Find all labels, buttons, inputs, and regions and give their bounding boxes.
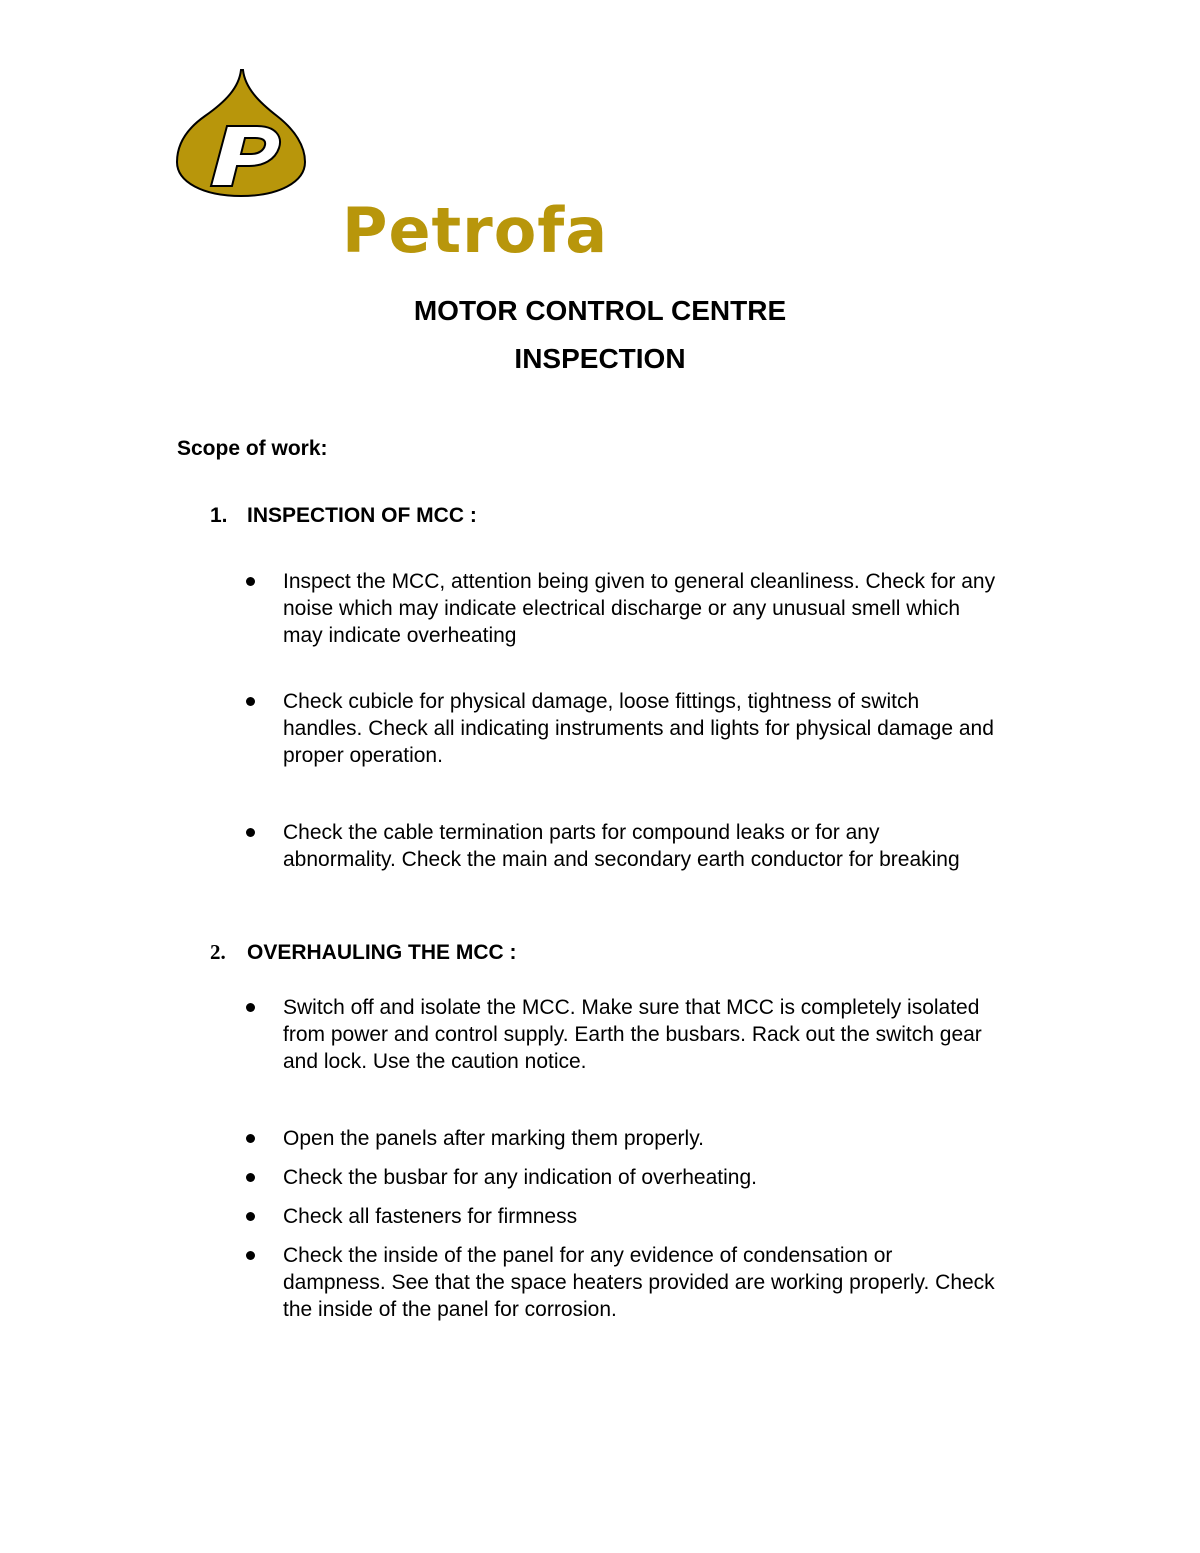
list-item-text: Check all fasteners for firmness xyxy=(283,1205,578,1228)
bullet-icon xyxy=(246,1212,255,1221)
section-heading-overhauling xyxy=(210,939,517,966)
list-item xyxy=(246,1125,996,1152)
scope-label: Scope of work: xyxy=(177,437,328,460)
document-title-line-2: INSPECTION xyxy=(514,343,686,374)
list-item-text: Open the panels after marking them properly. xyxy=(283,1127,704,1150)
list-item-text: Check the cable termination parts for compound leaks or for any abnormality. Check the main and secondary earth conductor for breaking xyxy=(283,821,960,871)
bullet-icon xyxy=(246,577,255,586)
list-item xyxy=(246,994,996,1075)
list-item-text: Check cubicle for physical damage, loose fittings, tightness of switch handles. Check all indicating instruments and lights for physical damage and proper operation. xyxy=(283,690,994,767)
section-number: 1. xyxy=(210,504,228,527)
brand-name: Petrofa xyxy=(342,194,609,267)
section-title: INSPECTION OF MCC : xyxy=(247,504,477,527)
section-heading-inspection xyxy=(210,502,477,529)
company-logo xyxy=(175,68,655,267)
bullet-icon xyxy=(246,1003,255,1012)
section-title: OVERHAULING THE MCC : xyxy=(247,941,517,964)
list-item-text: Check the busbar for any indication of overheating. xyxy=(283,1166,757,1189)
bullet-icon xyxy=(246,697,255,706)
bullet-icon xyxy=(246,828,255,837)
bullet-icon xyxy=(246,1134,255,1143)
bullet-icon xyxy=(246,1251,255,1260)
list-item xyxy=(246,568,996,649)
list-item-text: Switch off and isolate the MCC. Make sure that MCC is completely isolated from power and control supply. Earth the busbars. Rack out the switch gear and lock. Use the caution notice. xyxy=(283,996,982,1073)
list-item xyxy=(246,819,996,873)
list-item xyxy=(246,688,996,769)
list-item xyxy=(246,1203,996,1230)
bullet-icon xyxy=(246,1173,255,1182)
list-item xyxy=(246,1164,996,1191)
list-item-text: Inspect the MCC, attention being given to general cleanliness. Check for any noise which may indicate electrical discharge or any unusual smell which may indicate overheating xyxy=(283,570,996,647)
document-title-line-1: MOTOR CONTROL CENTRE xyxy=(413,295,787,326)
petrofa-drop-logo-icon xyxy=(175,68,310,200)
section-number: 2. xyxy=(210,940,226,964)
list-item xyxy=(246,1242,996,1323)
list-item-text: Check the inside of the panel for any evidence of condensation or dampness. See that the space heaters provided are working properly. Check the inside of the panel for corrosion. xyxy=(283,1244,995,1321)
